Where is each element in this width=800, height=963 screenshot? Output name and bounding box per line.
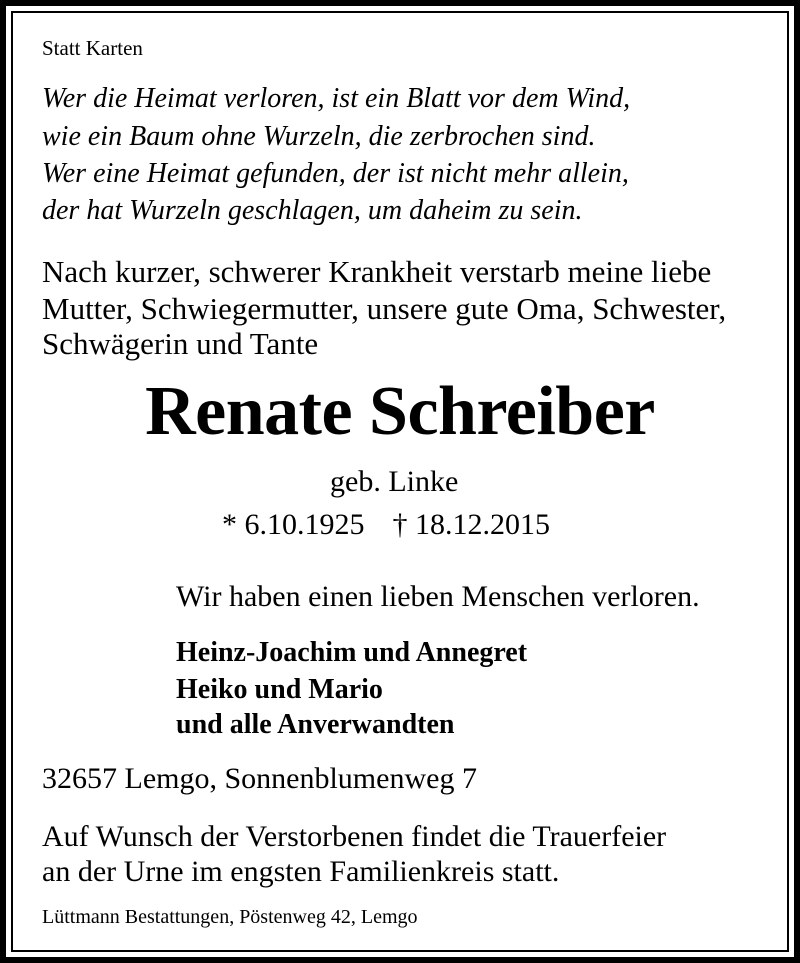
intro-line: Nach kurzer, schwerer Krankheit verstarb meine liebe <box>42 254 712 289</box>
intro-line: Mutter, Schwiegermutter, unsere gute Oma, Schwester, <box>42 291 727 326</box>
ceremony-line: Auf Wunsch der Verstorbenen findet die Trauerfeier <box>42 820 667 853</box>
family-line: und alle Anverwandten <box>176 709 455 740</box>
address: 32657 Lemgo, Sonnenblumenweg 7 <box>42 762 477 795</box>
family-line: Heiko und Mario <box>176 674 383 705</box>
funeral-home: Lüttmann Bestattungen, Pöstenweg 42, Lemgo <box>42 906 418 928</box>
intro-line: Schwägerin und Tante <box>42 326 319 361</box>
poem-line: Wer die Heimat verloren, ist ein Blatt vor dem Wind, <box>42 83 631 114</box>
life-dates <box>222 510 550 540</box>
poem-line: Wer eine Heimat gefunden, der ist nicht mehr allein, <box>42 158 629 189</box>
birth-name: geb. Linke <box>330 465 459 498</box>
ceremony-line: an der Urne im engsten Familienkreis statt. <box>42 855 560 888</box>
deceased-name: Renate Schreiber <box>145 373 655 450</box>
poem-line: der hat Wurzeln geschlagen, um daheim zu sein. <box>42 195 583 226</box>
header-text: Statt Karten <box>42 36 143 60</box>
lost-statement: Wir haben einen lieben Menschen verloren. <box>176 580 700 613</box>
family-line: Heinz-Joachim und Annegret <box>176 637 528 668</box>
poem-line: wie ein Baum ohne Wurzeln, die zerbrochen sind. <box>42 121 596 152</box>
birth-date: * 6.10.1925 <box>222 508 365 541</box>
death-date: † 18.12.2015 <box>392 508 550 541</box>
